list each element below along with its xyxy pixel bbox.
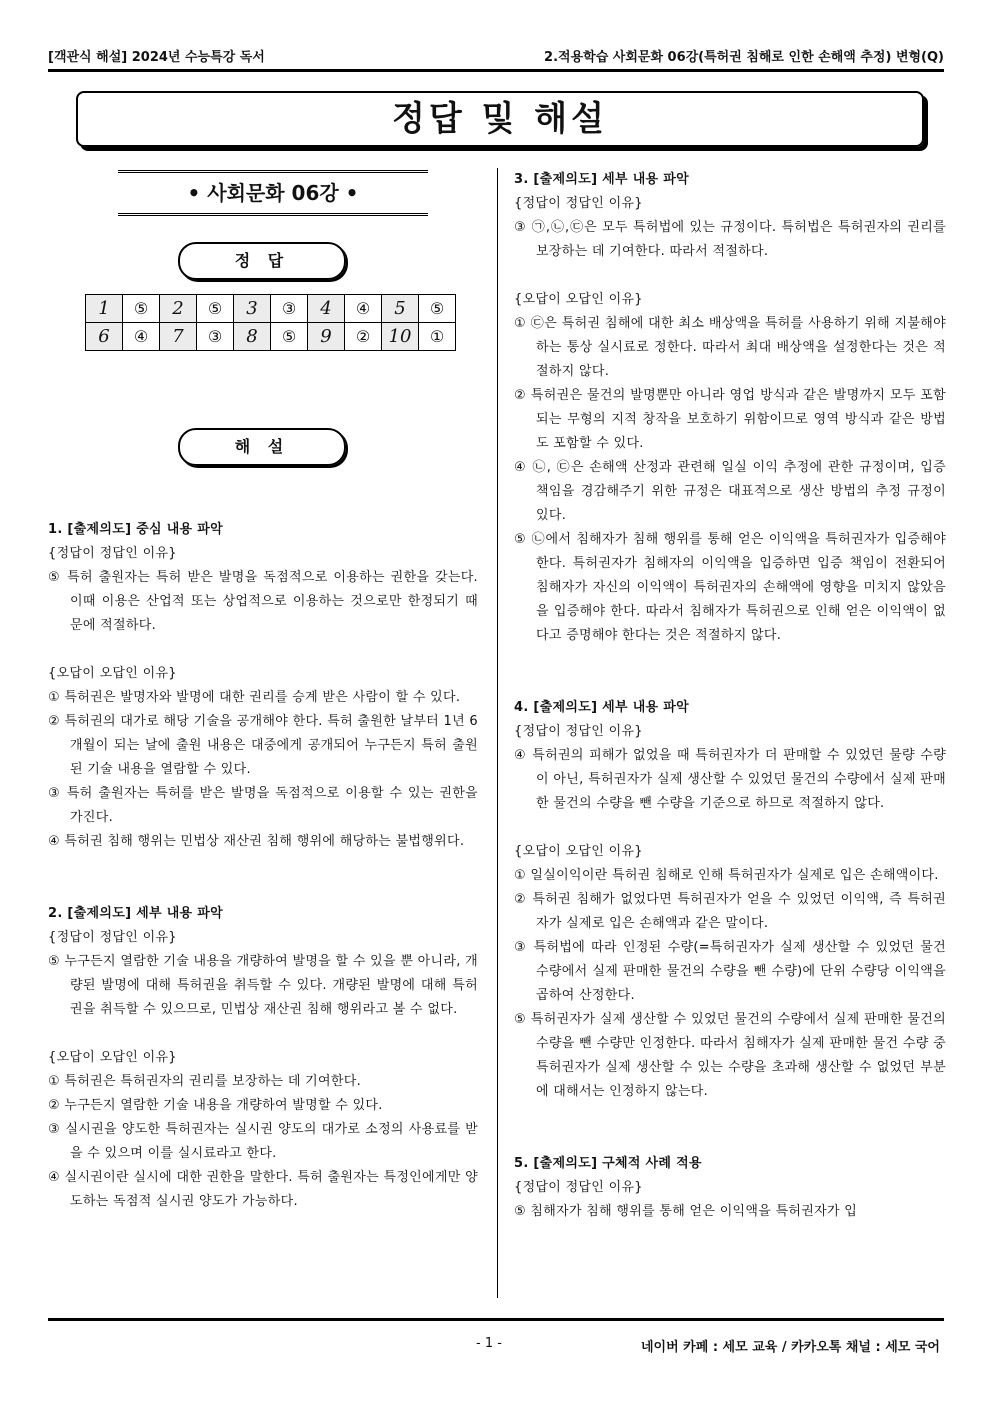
question-number: 9	[308, 323, 345, 351]
answer-label: 정 답	[178, 242, 346, 280]
q2-wrong-item: ③ 실시권을 양도한 특허권자는 실시권 양도의 대가로 소정의 사용료를 받을 수 있으며 이를 실시료라고 한다.	[48, 1122, 478, 1161]
left-column	[48, 518, 478, 1214]
q1-correct-label: {정답이 정답인 이유}	[48, 546, 177, 561]
answer-value: ④	[345, 295, 382, 323]
q4-title: 4. [출제의도] 세부 내용 파악	[514, 700, 689, 715]
q3-correct-label: {정답이 정답인 이유}	[514, 196, 643, 211]
question-number: 2	[160, 295, 197, 323]
q5-correct-label: {정답이 정답인 이유}	[514, 1180, 643, 1195]
question-number: 7	[160, 323, 197, 351]
q5-title: 5. [출제의도] 구체적 사례 적용	[514, 1156, 702, 1171]
q5-correct: ⑤ 침해자가 침해 행위를 통해 얻은 이익액을 특허권자가 입	[514, 1204, 858, 1219]
answer-value: ⑤	[419, 295, 456, 323]
answer-value: ②	[345, 323, 382, 351]
answer-value: ⑤	[123, 295, 160, 323]
q4-wrong-item: ⑤ 특허권자가 실제 생산할 수 있었던 물건의 수량에서 실제 판매한 물건의 수량을 뺀 수량만 인정한다. 따라서 침해자가 실제 판매한 물건 수량 중 특허권자가 실제 생산할 수 있는 수량을 초과해 생산할 수 없었던 부분에 대해서는 인정하지 않는다.	[514, 1012, 946, 1099]
q4-correct: ④ 특허권의 피해가 없었을 때 특허권자가 더 판매할 수 있었던 물량 수량이 아닌, 특허권자가 실제 생산할 수 있었던 물건의 수량에서 실제 판매한 물건의 수량을 뺀 수량을 기준으로 하므로 적절하지 않다.	[514, 748, 946, 811]
q4-wrong-item: ① 일실이익이란 특허권 침해로 인해 특허권자가 실제로 입은 손해액이다.	[514, 868, 939, 883]
q2-wrong-label: {오답이 오답인 이유}	[48, 1050, 177, 1065]
answer-value: ⑤	[271, 323, 308, 351]
q1-wrong-item: ④ 특허권 침해 행위는 민법상 재산권 침해 행위에 해당하는 불법행위다.	[48, 834, 465, 849]
q3-correct: ③ ㉠,㉡,㉢은 모두 특허법에 있는 규정이다. 특허법은 특허권자의 권리를 보장하는 데 기여한다. 따라서 적절하다.	[514, 220, 946, 259]
section-title: • 사회문화 06강 •	[118, 170, 428, 216]
answer-value: ④	[123, 323, 160, 351]
q2-correct: ⑤ 누구든지 열람한 기술 내용을 개량하여 발명을 할 수 있을 뿐 아니라, 개량된 발명에 대해 특허권을 취득할 수 있다. 개량된 발명에 대해 특허권을 취득할 수 있으므로, 민법상 재산권 침해 행위라고 볼 수 없다.	[48, 954, 478, 1017]
footer-contact: 네이버 카페 : 세모 교육 / 카카오톡 채널 : 세모 국어	[640, 1340, 940, 1355]
question-number: 4	[308, 295, 345, 323]
q4-wrong-label: {오답이 오답인 이유}	[514, 844, 643, 859]
footer-rule	[48, 1318, 944, 1321]
question-number: 8	[234, 323, 271, 351]
header-right: 2.적용학습 사회문화 06강(특허권 침해로 인한 손해액 추정) 변형(Q)	[544, 50, 944, 65]
q4-wrong-item: ③ 특허법에 따라 인정된 수량(=특허권자가 실제 생산할 수 있었던 물건 수량에서 실제 판매한 물건의 수량을 뺀 수량)에 단위 수량당 이익액을 곱하여 산정한다.	[514, 940, 946, 1003]
q2-title: 2. [출제의도] 세부 내용 파악	[48, 906, 223, 921]
q1-correct: ⑤ 특허 출원자는 특허 받은 발명을 독점적으로 이용하는 권한을 갖는다. 이때 이용은 산업적 또는 상업적으로 이용하는 것으로만 한정되기 때문에 적절하다.	[48, 570, 478, 633]
answer-value: ③	[197, 323, 234, 351]
q4-correct-label: {정답이 정답인 이유}	[514, 724, 643, 739]
column-divider	[497, 168, 498, 1298]
header-rule	[48, 69, 944, 72]
q1-title: 1. [출제의도] 중심 내용 파악	[48, 522, 223, 537]
question-number: 1	[86, 295, 123, 323]
question-number: 3	[234, 295, 271, 323]
q1-wrong-item: ③ 특허 출원자는 특허를 받은 발명을 독점적으로 이용할 수 있는 권한을 가진다.	[48, 786, 478, 825]
right-column	[514, 168, 946, 1224]
question-number: 10	[382, 323, 419, 351]
q3-wrong-item: ④ ㉡, ㉢은 손해액 산정과 관련해 일실 이익 추정에 관한 규정이며, 입증 책임을 경감해주기 위한 규정은 대표적으로 생산 방법의 추정 규정이 있다.	[514, 460, 946, 523]
page-title: 정답 및 해설	[76, 91, 924, 147]
answer-value: ③	[271, 295, 308, 323]
q2-wrong-item: ④ 실시권이란 실시에 대한 권한을 말한다. 특허 출원자는 특정인에게만 양도하는 독점적 실시권 양도가 가능하다.	[48, 1170, 478, 1209]
q1-wrong-label: {오답이 오답인 이유}	[48, 666, 177, 681]
answer-value: ⑤	[197, 295, 234, 323]
answer-row	[86, 295, 456, 323]
explain-label: 해 설	[178, 428, 346, 466]
answer-table	[85, 294, 456, 351]
q2-wrong-item: ① 특허권은 특허권자의 권리를 보장하는 데 기여한다.	[48, 1074, 361, 1089]
question-number: 5	[382, 295, 419, 323]
q3-wrong-item: ⑤ ㉡에서 침해자가 침해 행위를 통해 얻은 이익액을 특허권자가 입증해야 한다. 특허권자가 침해자의 이익액을 입증하면 입증 책임이 전환되어 침해자가 자신의 이익액이 특허권자의 손해액에 영향을 미치지 않았음을 입증해야 한다. 따라서 침해자가 특허권으로 인해 얻은 이익액이 없다고 증명해야 한다는 것은 적절하지 않다.	[514, 532, 946, 643]
page-number: - 1 -	[476, 1336, 502, 1351]
q2-wrong-item: ② 누구든지 열람한 기술 내용을 개량하여 발명할 수 있다.	[48, 1098, 383, 1113]
answer-row	[86, 323, 456, 351]
q1-wrong-item: ② 특허권의 대가로 해당 기술을 공개해야 한다. 특허 출원한 날부터 1년 6개월이 되는 날에 출원 내용은 대중에게 공개되어 누구든지 특허 출원된 기술 내용을 열람할 수 있다.	[48, 714, 478, 777]
answer-value: ①	[419, 323, 456, 351]
q3-wrong-item: ② 특허권은 물건의 발명뿐만 아니라 영업 방식과 같은 발명까지 모두 포함되는 무형의 지적 창작을 보호하기 위함이므로 영역 방식과 같은 방법도 포함할 수 있다.	[514, 388, 946, 451]
q3-wrong-label: {오답이 오답인 이유}	[514, 292, 643, 307]
q1-wrong-item: ① 특허권은 발명자와 발명에 대한 권리를 승계 받은 사람이 할 수 있다.	[48, 690, 461, 705]
q3-wrong-item: ① ㉢은 특허권 침해에 대한 최소 배상액을 특허를 사용하기 위해 지불해야 하는 통상 실시료로 정한다. 따라서 최대 배상액을 설정한다는 것은 적절하지 않다.	[514, 316, 946, 379]
q2-correct-label: {정답이 정답인 이유}	[48, 930, 177, 945]
header-left: [객관식 해설] 2024년 수능특강 독서	[48, 50, 265, 65]
question-number: 6	[86, 323, 123, 351]
q3-title: 3. [출제의도] 세부 내용 파악	[514, 172, 689, 187]
q4-wrong-item: ② 특허권 침해가 없었다면 특허권자가 얻을 수 있었던 이익액, 즉 특허권자가 실제로 입은 손해액과 같은 말이다.	[514, 892, 946, 931]
